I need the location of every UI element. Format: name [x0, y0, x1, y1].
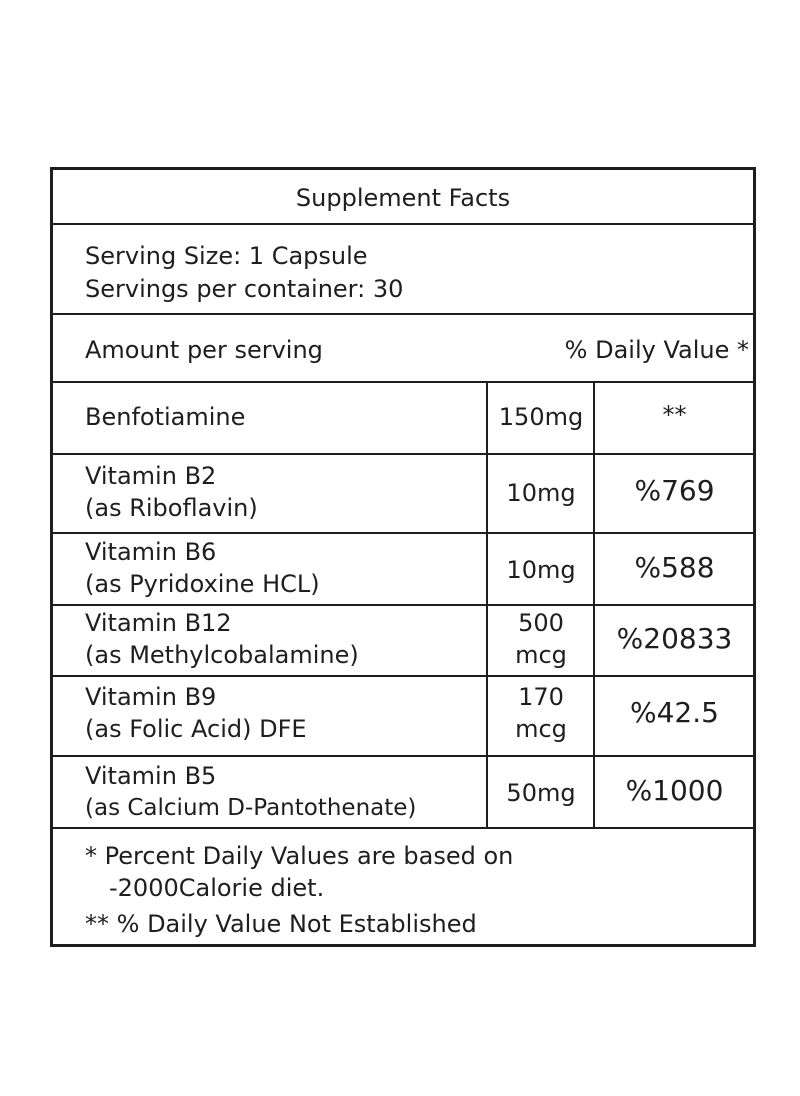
nutrient-name: Vitamin B2	[85, 462, 217, 490]
nutrient-amount: 500	[518, 609, 564, 637]
column-divider-daily-value	[593, 381, 595, 827]
servings-per-container: Servings per container: 30	[85, 275, 404, 303]
nutrient-name: Vitamin B5	[85, 762, 217, 790]
nutrient-daily-value: %769	[634, 474, 715, 507]
nutrient-source: (as Calcium D-Pantothenate)	[85, 795, 417, 821]
footnote-not-established: ** % Daily Value Not Established	[85, 910, 477, 938]
serving-size: Serving Size: 1 Capsule	[85, 242, 368, 270]
divider-row-4	[53, 675, 753, 677]
nutrient-name: Vitamin B12	[85, 609, 232, 637]
divider-serving	[53, 313, 753, 315]
daily-value-header: % Daily Value *	[564, 336, 749, 364]
divider-title	[53, 223, 753, 225]
nutrient-amount-unit: mcg	[515, 715, 567, 743]
nutrient-name: Benfotiamine	[85, 403, 246, 431]
nutrient-name: Vitamin B9	[85, 683, 217, 711]
nutrient-amount: 170	[518, 683, 564, 711]
nutrient-amount: 10mg	[506, 479, 576, 507]
panel-title: Supplement Facts	[295, 184, 511, 212]
nutrient-daily-value: %1000	[625, 774, 724, 807]
divider-row-3	[53, 604, 753, 606]
divider-footnotes	[53, 827, 753, 829]
nutrient-amount: 150mg	[498, 403, 584, 431]
divider-header	[53, 381, 753, 383]
footnote-calorie-diet: -2000Calorie diet.	[109, 874, 325, 902]
nutrient-source: (as Folic Acid) DFE	[85, 715, 307, 743]
nutrient-source: (as Methylcobalamine)	[85, 641, 359, 669]
nutrient-amount: 50mg	[506, 779, 576, 807]
footnote-percent-daily-values: * Percent Daily Values are based on	[85, 842, 514, 870]
nutrient-daily-value: %42.5	[630, 696, 719, 729]
divider-row-1	[53, 453, 753, 455]
supplement-facts-panel	[50, 167, 756, 947]
divider-row-5	[53, 755, 753, 757]
nutrient-amount-unit: mcg	[515, 641, 567, 669]
nutrient-daily-value: %588	[634, 551, 715, 584]
nutrient-source: (as Pyridoxine HCL)	[85, 570, 320, 598]
column-divider-amount	[486, 381, 488, 827]
amount-per-serving-header: Amount per serving	[85, 336, 323, 364]
divider-row-2	[53, 532, 753, 534]
nutrient-name: Vitamin B6	[85, 538, 217, 566]
nutrient-daily-value: %20833	[616, 622, 733, 655]
nutrient-daily-value: **	[662, 401, 687, 429]
nutrient-amount: 10mg	[506, 556, 576, 584]
nutrient-source: (as Riboflavin)	[85, 494, 258, 522]
